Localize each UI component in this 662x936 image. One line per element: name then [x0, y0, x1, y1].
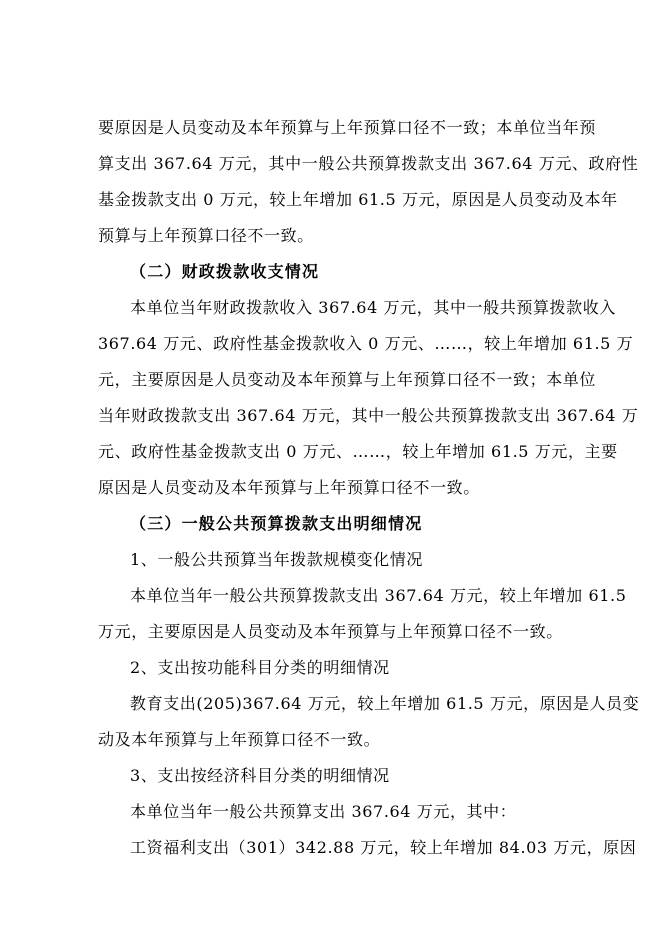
body-text-line: 本单位当年一般公共预算拨款支出 367.64 万元，较上年增加 61.5 — [130, 586, 627, 605]
body-text-line: 元、政府性基金拨款支出 0 万元、……，较上年增加 61.5 万元，主要 — [98, 442, 618, 461]
subsection-heading: 1、一般公共预算当年拨款规模变化情况 — [130, 550, 423, 569]
body-text-line: 算支出 367.64 万元，其中一般公共预算拨款支出 367.64 万元、政府性 — [98, 154, 639, 173]
body-text-line: 教育支出(205)367.64 万元，较上年增加 61.5 万元，原因是人员变 — [130, 694, 640, 713]
subsection-heading: 3、支出按经济科目分类的明细情况 — [130, 766, 390, 785]
body-text-line: 367.64 万元、政府性基金拨款收入 0 万元、……，较上年增加 61.5 万 — [98, 334, 634, 353]
section-heading-3: （三）一般公共预算拨款支出明细情况 — [130, 514, 423, 533]
body-text-line: 基金拨款支出 0 万元，较上年增加 61.5 万元，原因是人员变动及本年 — [98, 190, 618, 209]
section-heading-2: （二）财政拨款收支情况 — [130, 262, 320, 281]
body-text-line: 万元，主要原因是人员变动及本年预算与上年预算口径不一致。 — [98, 622, 563, 641]
body-text-line: 元，主要原因是人员变动及本年预算与上年预算口径不一致；本单位 — [98, 370, 597, 389]
subsection-heading: 2、支出按功能科目分类的明细情况 — [130, 658, 390, 677]
body-text-line: 预算与上年预算口径不一致。 — [98, 226, 314, 245]
body-text-line: 本单位当年一般公共预算支出 367.64 万元，其中： — [130, 802, 517, 821]
body-text-line: 工资福利支出（301）342.88 万元，较上年增加 84.03 万元，原因 — [130, 838, 637, 857]
body-text-line: 要原因是人员变动及本年预算与上年预算口径不一致；本单位当年预 — [98, 118, 597, 137]
body-text-line: 当年财政拨款支出 367.64 万元，其中一般公共预算拨款支出 367.64 万 — [98, 406, 639, 425]
body-text-line: 原因是人员变动及本年预算与上年预算口径不一致。 — [98, 478, 480, 497]
body-text-line: 动及本年预算与上年预算口径不一致。 — [98, 730, 381, 749]
body-text-line: 本单位当年财政拨款收入 367.64 万元，其中一般共预算拨款收入 — [130, 298, 616, 317]
